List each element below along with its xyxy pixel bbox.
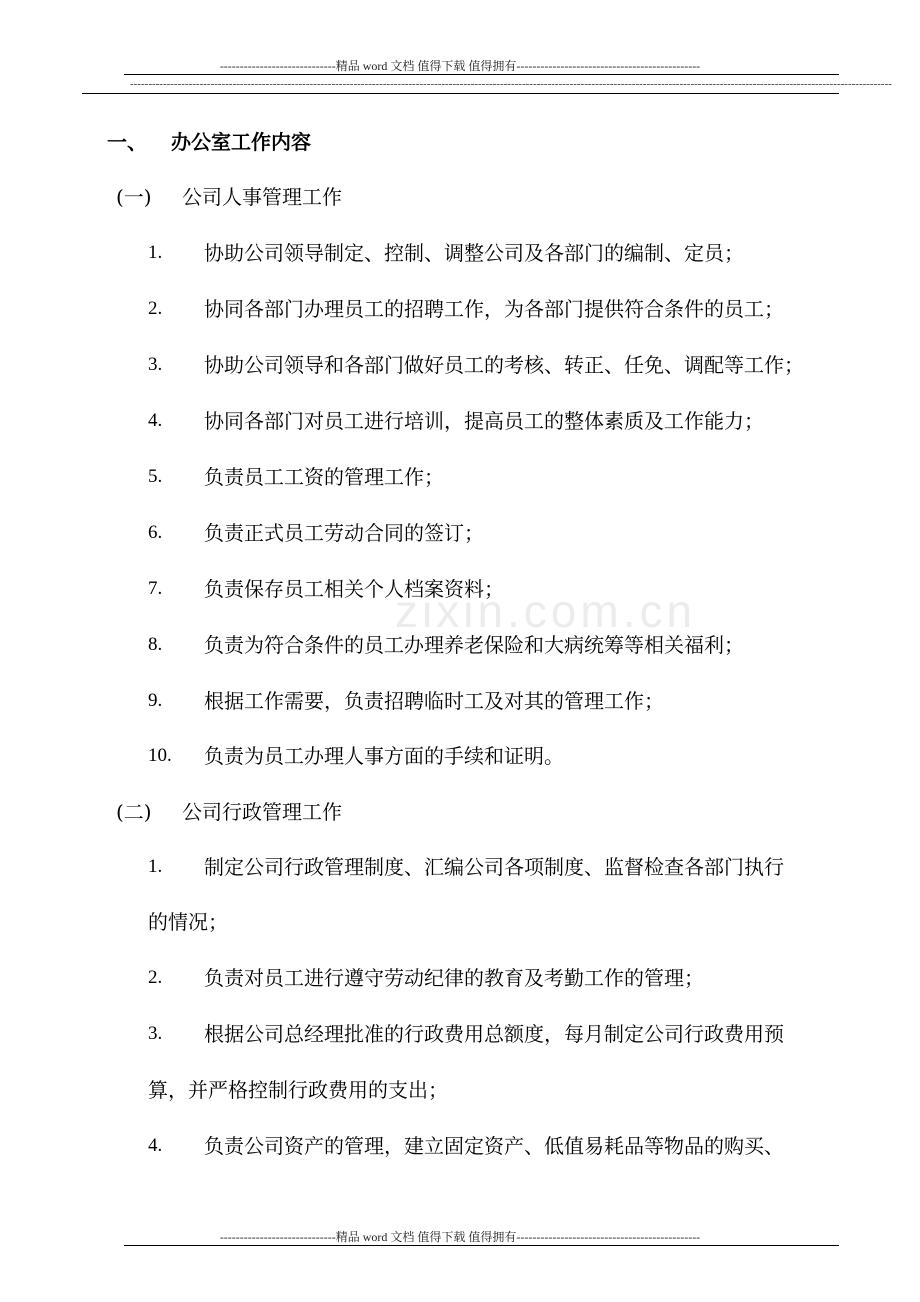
list-item-text: 协同各部门对员工进行培训，提高员工的整体素质及工作能力； (204, 409, 764, 433)
header-text: -----------------------------精品 word 文档 值得下载 值得拥有---------------------------------------------- (219, 59, 701, 73)
list-item-number: 3. (148, 354, 163, 375)
list-item-number: 1. (148, 242, 163, 263)
list-item-number: 1. (148, 856, 163, 877)
footer-rule (124, 1245, 839, 1246)
list-item-number: 2. (148, 298, 163, 319)
list-item-text: 负责为员工办理人事方面的手续和证明。 (204, 744, 564, 768)
subsection-number: (二) (116, 800, 152, 824)
list-item-text: 协同各部门办理员工的招聘工作，为各部门提供符合条件的员工； (204, 297, 784, 321)
section-number: 一、 (107, 130, 147, 154)
header-rule (124, 74, 839, 75)
list-item-number: 2. (148, 967, 163, 988)
list-item-text: 根据公司总经理批准的行政费用总额度，每月制定公司行政费用预 (204, 1022, 784, 1046)
section-title: 办公室工作内容 (171, 130, 311, 154)
list-item-text: 负责员工工资的管理工作； (204, 465, 444, 489)
list-item-text: 协助公司领导制定、控制、调整公司及各部门的编制、定员； (204, 241, 744, 265)
list-item-number: 4. (148, 410, 163, 431)
subsection-title: 公司行政管理工作 (182, 800, 342, 824)
footer-text: -----------------------------精品 word 文档 值得下载 值得拥有---------------------------------------------- (219, 1230, 701, 1244)
list-item-number: 10. (148, 745, 172, 766)
list-item-text: 负责保存员工相关个人档案资料； (204, 577, 504, 601)
list-item-number: 9. (148, 690, 163, 711)
list-item-number: 5. (148, 466, 163, 487)
list-item-continuation: 的情况； (148, 910, 228, 934)
list-item-text: 负责正式员工劳动合同的签订； (204, 521, 484, 545)
watermark: zixin.com.cn (395, 585, 697, 637)
list-item-number: 8. (148, 634, 163, 655)
header-rule-bottom (82, 93, 839, 94)
list-item-text: 协助公司领导和各部门做好员工的考核、转正、任免、调配等工作； (204, 353, 804, 377)
list-item-number: 6. (148, 522, 163, 543)
list-item-number: 3. (148, 1023, 163, 1044)
list-item-number: 7. (148, 578, 163, 599)
list-item-text: 负责对员工进行遵守劳动纪律的教育及考勤工作的管理； (204, 966, 704, 990)
list-item-continuation: 算，并严格控制行政费用的支出； (148, 1078, 448, 1102)
list-item-text: 负责公司资产的管理，建立固定资产、低值易耗品等物品的购买、 (204, 1134, 784, 1158)
list-item-text: 制定公司行政管理制度、汇编公司各项制度、监督检查各部门执行 (204, 855, 784, 879)
list-item-number: 4. (148, 1135, 163, 1156)
list-item-text: 根据工作需要，负责招聘临时工及对其的管理工作； (204, 689, 664, 713)
header-dash-row: ---------------------------------------------------------------------------------------------------------------------------------------------------------------------------------------------------------------- (130, 78, 892, 90)
subsection-title: 公司人事管理工作 (182, 185, 342, 209)
list-item-text: 负责为符合条件的员工办理养老保险和大病统筹等相关福利； (204, 633, 744, 657)
subsection-number: (一) (116, 185, 152, 209)
